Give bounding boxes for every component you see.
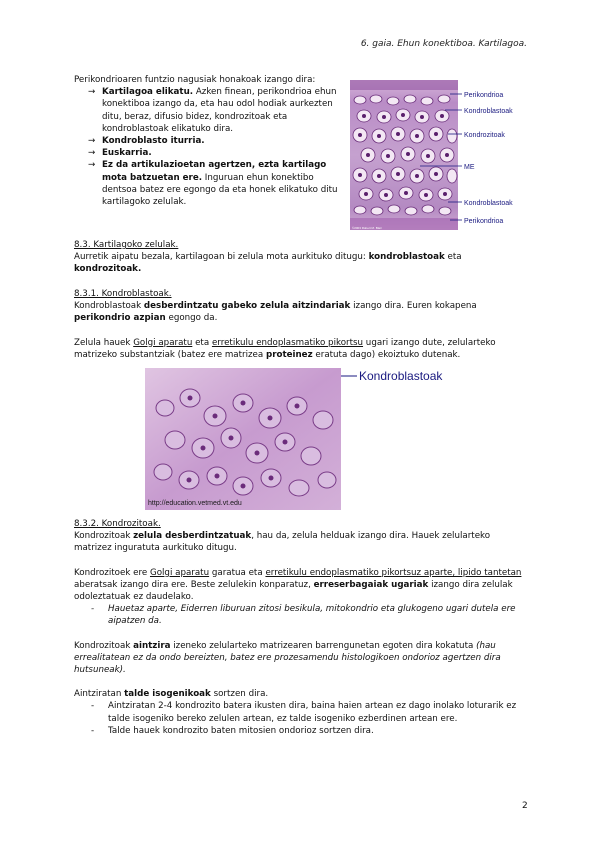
intro-lead: Perikondrioaren funtzio nagusiak honakoak izango dira:	[74, 75, 316, 85]
list-item: → Kartilagoa elikatu. Azken finean, perikondrioa ehun konektiboa izango da, eta hau odol hodiak aurkezten ditu, beraz, difusio bidez, kondrozitoak eta kondroblastoak elikatuko dira.	[88, 87, 337, 134]
function-list	[74, 86, 346, 208]
arrow-icon: →	[88, 148, 96, 159]
paragraph: Aurretik aipatu bezala, kartilagoan bi zelula mota aurkituko ditugu: kondroblastoak eta kondrozitoak.	[74, 252, 462, 275]
arrow-icon: →	[88, 87, 96, 98]
arrow-icon: →	[88, 136, 96, 147]
figure-copyright: ©2003 Robert M. Blair	[352, 226, 382, 230]
list-item: → Ez da artikulazioetan agertzen, ezta kartilago mota batzuetan ere. Inguruan ehun konektibo dentsoa batez ere egongo da eta honek elikatuko ditu kartilagoko zelulak.	[88, 160, 338, 208]
dash-list	[74, 700, 528, 737]
cartilage-histology-figure	[350, 80, 530, 232]
label-perikondrioa-top: Perikondrioa	[464, 92, 504, 99]
label-kondroblastoak-bottom: Kondroblastoak	[464, 200, 513, 207]
dash-list	[74, 603, 528, 627]
page-header: 6. gaia. Ehun konektiboa. Kartilagoa.	[360, 39, 527, 49]
list-item: - Hauetaz aparte, Eiderren liburuan zitosi besikula, mitokondrio eta glukogeno ugari dutela ere aipatzen da.	[91, 604, 516, 627]
list-item: - Talde hauek kondrozito baten mitosien ondorioz sortzen dira.	[91, 725, 374, 736]
intro-block	[74, 74, 346, 208]
dash-icon: -	[91, 725, 95, 736]
section-heading: 8.3. Kartilagoko zelulak.	[74, 240, 179, 250]
list-item: → Kondroblasto iturria.	[88, 136, 205, 147]
section-heading: 8.3.2. Kondrozitoak.	[74, 519, 161, 529]
paragraph: Kondroblastoak desberdintzatu gabeko zelula aitzindariak izango dira. Euren kokapena perikondrio azpian egongo da.	[74, 301, 477, 324]
label-me: ME	[464, 164, 475, 171]
arrow-icon: →	[88, 160, 96, 171]
label-kondrozitoak: Kondrozitoak	[464, 132, 505, 139]
kondroblastoak-figure	[145, 368, 490, 510]
dash-icon: -	[91, 604, 95, 615]
paragraph: Kondrozitoek ere Golgi aparatu garatua eta erretikulu endoplasmatiko pikortsuz aparte, lipido tantetan aberatsak izango dira ere. Beste zelulekin konparatuz, erreserbagaiak ugariak izango dira zelulak odoleztatuak ez daudelako.	[74, 567, 522, 603]
paragraph: Zelula hauek Golgi aparatu eta erretikulu endoplasmatiko pikortsu ugari izango dute, zelularteko matrizeko substantziak (batez ere matrizea proteinez eratuta dago) ekoiztuko dutenak.	[74, 337, 496, 360]
label-kondroblastoak: Kondroblastoak	[359, 369, 443, 383]
section-8-3	[74, 239, 528, 276]
list-item: → Euskarria.	[88, 148, 152, 159]
figure-url: http://education.vetmed.vt.edu	[148, 500, 242, 507]
label-perikondrioa-bottom: Perikondrioa	[464, 218, 504, 225]
section-8-3-1	[74, 288, 528, 361]
label-kondroblastoak-top: Kondroblastoak	[464, 108, 513, 115]
dash-icon: -	[91, 701, 95, 712]
paragraph: Kondrozitoak zelula desberdintzatuak, hau da, zelula helduak izango dira. Hauek zelularteko matrizez inguratuta aurkituko ditugu.	[74, 531, 491, 554]
page-number: 2	[522, 801, 528, 811]
section-8-3-2	[74, 518, 528, 737]
paragraph: Aintziratan talde isogenikoak sortzen dira.	[74, 689, 269, 700]
paragraph: Kondrozitoak aintzira izeneko zelularteko matrizearen barrengunetan egoten dira kokatuta (hau errealitatean ez da ondo bereizten, batez ere prozesamendu histologikoen ondorioz agertzen dira hutsuneak).	[74, 640, 501, 676]
section-heading: 8.3.1. Kondroblastoak.	[74, 289, 172, 299]
list-item: - Aintziratan 2-4 kondrozito batera ikusten dira, baina haien artean ez dago inolako loturarik ez talde isogeniko bereko zelulen artean, ez talde isogeniko ezberdinen artean ere.	[91, 701, 517, 724]
